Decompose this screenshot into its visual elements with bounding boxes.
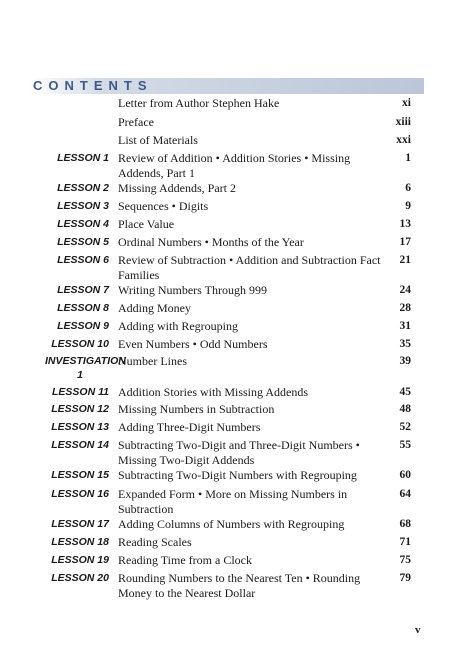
entry-page: 55: [399, 439, 411, 451]
entry-page: 1: [405, 152, 411, 164]
entry-title: Writing Numbers Through 999: [118, 283, 267, 297]
entry-title: Sequences • Digits: [118, 199, 209, 213]
entry-page: 21: [399, 254, 411, 266]
entry-page: xxi: [396, 134, 411, 146]
entry-title: Number Lines: [118, 354, 187, 368]
lesson-label: LESSON 8: [57, 302, 109, 314]
entry-page: 31: [399, 320, 411, 332]
entry-title: Subtracting Two-Digit Numbers with Regrouping: [118, 468, 357, 482]
entry-title: Letter from Author Stephen Hake: [118, 96, 280, 110]
entry-page: 68: [399, 518, 411, 530]
entry-page: 35: [399, 338, 411, 350]
lesson-label: LESSON 7: [57, 284, 109, 296]
entry-title: Review of Subtraction • Addition and Subtraction Fact Families: [118, 253, 381, 282]
lesson-label: LESSON 19: [51, 554, 109, 566]
investigation-label: INVESTIGATION 1: [45, 355, 126, 381]
entry-title: Adding with Regrouping: [118, 319, 238, 333]
entry-page: 9: [405, 200, 411, 212]
lesson-label: LESSON 6: [57, 254, 109, 266]
lesson-label: LESSON 9: [57, 320, 109, 332]
entry-title: Even Numbers • Odd Numbers: [118, 337, 268, 351]
lesson-label: LESSON 15: [51, 469, 109, 481]
lesson-label: LESSON 12: [51, 403, 109, 415]
entry-title: Missing Numbers in Subtraction: [118, 402, 275, 416]
entry-title: Addition Stories with Missing Addends: [118, 385, 309, 399]
lesson-label: LESSON 4: [57, 218, 109, 230]
contents-heading: CONTENTS: [33, 78, 153, 93]
entry-page: 75: [399, 554, 411, 566]
page-number: v: [415, 624, 421, 636]
entry-title: Ordinal Numbers • Months of the Year: [118, 235, 304, 249]
entry-page: 6: [405, 182, 411, 194]
entry-title: Subtracting Two-Digit and Three-Digit Numbers • Missing Two-Digit Addends: [118, 438, 360, 467]
entry-page: xiii: [395, 116, 411, 128]
lesson-label: LESSON 5: [57, 236, 109, 248]
entry-page: 45: [399, 386, 411, 398]
entry-title: Preface: [118, 115, 154, 129]
lesson-label: LESSON 3: [57, 200, 109, 212]
entry-title: Adding Columns of Numbers with Regrouping: [118, 517, 345, 531]
entry-title: Adding Three-Digit Numbers: [118, 420, 261, 434]
entry-page: 13: [399, 218, 411, 230]
lesson-label: LESSON 11: [52, 386, 109, 398]
lesson-label: LESSON 20: [51, 572, 109, 584]
entry-page: 64: [399, 488, 411, 500]
entry-page: 71: [399, 536, 411, 548]
entry-page: 79: [399, 572, 411, 584]
lesson-label: LESSON 16: [51, 488, 109, 500]
entry-title: List of Materials: [118, 133, 198, 147]
entry-title: Review of Addition • Addition Stories • Missing Addends, Part 1: [118, 151, 351, 180]
lesson-label: LESSON 2: [57, 182, 109, 194]
entry-title: Reading Scales: [118, 535, 192, 549]
entry-page: xi: [402, 97, 411, 109]
lesson-label: LESSON 17: [51, 518, 109, 530]
lesson-label: LESSON 13: [51, 421, 109, 433]
lesson-label: LESSON 10: [51, 338, 109, 350]
entry-page: 28: [399, 302, 411, 314]
entry-page: 17: [399, 236, 411, 248]
entry-title: Expanded Form • More on Missing Numbers in Subtraction: [118, 487, 348, 516]
lesson-label: LESSON 18: [51, 536, 109, 548]
entry-title: Place Value: [118, 217, 175, 231]
entry-title: Reading Time from a Clock: [118, 553, 252, 567]
entry-page: 39: [399, 355, 411, 367]
entry-page: 60: [399, 469, 411, 481]
entry-title: Rounding Numbers to the Nearest Ten • Rounding Money to the Nearest Dollar: [118, 571, 361, 600]
entry-title: Adding Money: [118, 301, 191, 315]
entry-page: 24: [399, 284, 411, 296]
entry-title: Missing Addends, Part 2: [118, 181, 237, 195]
entry-page: 48: [399, 403, 411, 415]
lesson-label: LESSON 14: [51, 439, 109, 451]
entry-page: 52: [399, 421, 411, 433]
lesson-label: LESSON 1: [57, 152, 109, 164]
